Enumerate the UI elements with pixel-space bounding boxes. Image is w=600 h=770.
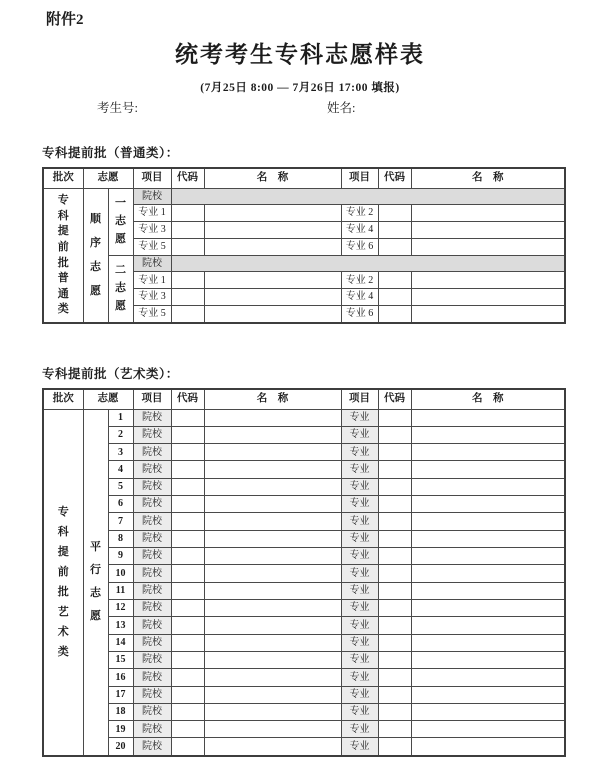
row-number-cell: 18: [108, 703, 133, 720]
code-entry-cell: [171, 565, 204, 582]
major-label-cell: 专业 3: [133, 289, 171, 306]
major-label-cell: 专业: [341, 686, 378, 703]
general-batch-table: [42, 167, 566, 324]
code-entry-cell: [171, 426, 204, 443]
parallel-volunteer-row: [43, 478, 565, 495]
code-entry-cell: [171, 272, 204, 289]
parallel-volunteer-row: [43, 444, 565, 461]
major-label-cell: 专业: [341, 444, 378, 461]
name-entry-cell: [204, 461, 341, 478]
major-label-cell: 专业: [341, 409, 378, 426]
name-entry-cell: [411, 721, 565, 738]
name-entry-cell: [411, 496, 565, 513]
college-label-cell: 院校: [133, 496, 171, 513]
code-entry-cell: [171, 599, 204, 616]
code-entry-cell: [378, 426, 411, 443]
name-entry-cell: [411, 478, 565, 495]
col-header-item-right: 项目: [341, 389, 378, 409]
college-label-cell: 院校: [133, 651, 171, 668]
name-label: 姓名:: [327, 101, 356, 115]
major-label-cell: 专业: [341, 461, 378, 478]
college-label-cell: 院校: [133, 634, 171, 651]
name-entry-cell: [204, 651, 341, 668]
parallel-volunteer-row: [43, 496, 565, 513]
second-choice-label-text: 二 志 愿: [115, 264, 126, 313]
major-label-cell: 专业: [341, 617, 378, 634]
code-entry-cell: [378, 409, 411, 426]
col-header-name-left: 名 称: [204, 168, 341, 188]
major-label-cell: 专业: [341, 426, 378, 443]
row-number-cell: 9: [108, 548, 133, 565]
college-label-cell: 院校: [133, 255, 171, 272]
name-entry-cell: [204, 738, 341, 756]
code-entry-cell: [171, 238, 204, 255]
parallel-volunteer-label-text: 平 行 志 愿: [90, 541, 101, 623]
major-label-cell: 专业: [341, 738, 378, 756]
row-number-cell: 8: [108, 530, 133, 547]
first-choice-label-text: 一 志 愿: [115, 197, 126, 246]
name-entry-cell: [204, 238, 341, 255]
name-entry-cell: [411, 651, 565, 668]
parallel-volunteer-row: [43, 738, 565, 756]
row-number-cell: 3: [108, 444, 133, 461]
name-entry-cell: [204, 205, 341, 222]
code-entry-cell: [378, 738, 411, 756]
code-entry-cell: [171, 444, 204, 461]
code-entry-cell: [378, 222, 411, 239]
col-header-batch: 批次: [43, 389, 83, 409]
code-entry-cell: [378, 205, 411, 222]
row-number-cell: 20: [108, 738, 133, 756]
code-entry-cell: [378, 513, 411, 530]
major-label-cell: 专业: [341, 513, 378, 530]
major-label-cell: 专业 1: [133, 272, 171, 289]
batch-label-vertical: [43, 188, 83, 323]
code-entry-cell: [171, 634, 204, 651]
name-entry-cell: [411, 289, 565, 306]
name-entry-cell: [411, 686, 565, 703]
parallel-volunteer-row: [43, 548, 565, 565]
code-entry-cell: [171, 703, 204, 720]
name-entry-cell: [411, 703, 565, 720]
name-entry-cell: [411, 272, 565, 289]
college-label-cell: 院校: [133, 686, 171, 703]
col-header-code-left: 代码: [171, 389, 204, 409]
name-entry-cell: [411, 565, 565, 582]
parallel-volunteer-row: [43, 461, 565, 478]
parallel-volunteer-row: [43, 582, 565, 599]
row-number-cell: 7: [108, 513, 133, 530]
major-label-cell: 专业 4: [341, 289, 378, 306]
code-entry-cell: [171, 669, 204, 686]
name-entry-cell: [204, 721, 341, 738]
name-entry-cell: [204, 409, 341, 426]
form-subtitle: (7月25日 8:00 — 7月26日 17:00 填报): [200, 82, 400, 94]
name-entry-cell: [204, 703, 341, 720]
code-entry-cell: [171, 738, 204, 756]
college-label-cell: 院校: [133, 721, 171, 738]
major-label-cell: 专业 4: [341, 222, 378, 239]
code-entry-cell: [378, 444, 411, 461]
order-volunteer-label: [83, 188, 108, 323]
batch-label-vertical-text: 专 科 提 前 批 艺 术 类: [57, 505, 69, 658]
college-entry-cell: [171, 188, 565, 205]
major-label-cell: 专业: [341, 478, 378, 495]
code-entry-cell: [171, 496, 204, 513]
code-entry-cell: [378, 272, 411, 289]
name-entry-cell: [411, 238, 565, 255]
major-label-cell: 专业: [341, 548, 378, 565]
code-entry-cell: [171, 513, 204, 530]
row-number-cell: 5: [108, 478, 133, 495]
name-entry-cell: [411, 409, 565, 426]
code-entry-cell: [171, 478, 204, 495]
table-header-row: [43, 168, 565, 188]
parallel-volunteer-row: [43, 721, 565, 738]
college-label-cell: 院校: [133, 461, 171, 478]
section-title-art: 专科提前批（艺术类）：: [42, 367, 179, 381]
row-number-cell: 11: [108, 582, 133, 599]
parallel-volunteer-row: [43, 409, 565, 426]
code-entry-cell: [378, 582, 411, 599]
name-entry-cell: [411, 634, 565, 651]
college-label-cell: 院校: [133, 513, 171, 530]
row-number-cell: 14: [108, 634, 133, 651]
code-entry-cell: [378, 669, 411, 686]
code-entry-cell: [378, 599, 411, 616]
candidate-no-label: 考生号:: [97, 101, 138, 115]
college-label-cell: 院校: [133, 530, 171, 547]
col-header-item-right: 项目: [341, 168, 378, 188]
code-entry-cell: [378, 238, 411, 255]
row-number-cell: 6: [108, 496, 133, 513]
major-label-cell: 专业: [341, 634, 378, 651]
code-entry-cell: [378, 651, 411, 668]
code-entry-cell: [378, 634, 411, 651]
row-number-cell: 2: [108, 426, 133, 443]
code-entry-cell: [171, 582, 204, 599]
name-entry-cell: [204, 444, 341, 461]
code-entry-cell: [171, 721, 204, 738]
parallel-volunteer-row: [43, 686, 565, 703]
name-entry-cell: [204, 496, 341, 513]
major-label-cell: 专业: [341, 721, 378, 738]
name-entry-cell: [204, 513, 341, 530]
code-entry-cell: [378, 461, 411, 478]
college-label-cell: 院校: [133, 426, 171, 443]
name-entry-cell: [411, 426, 565, 443]
row-number-cell: 17: [108, 686, 133, 703]
col-header-name-right: 名 称: [411, 168, 565, 188]
name-entry-cell: [411, 669, 565, 686]
major-label-cell: 专业: [341, 565, 378, 582]
major-label-cell: 专业: [341, 669, 378, 686]
parallel-volunteer-row: [43, 669, 565, 686]
major-label-cell: 专业 3: [133, 222, 171, 239]
code-entry-cell: [378, 703, 411, 720]
code-entry-cell: [171, 205, 204, 222]
name-entry-cell: [204, 478, 341, 495]
college-row: [43, 188, 565, 205]
code-entry-cell: [171, 617, 204, 634]
major-label-cell: 专业 1: [133, 205, 171, 222]
name-entry-cell: [204, 222, 341, 239]
parallel-volunteer-row: [43, 599, 565, 616]
college-label-cell: 院校: [133, 188, 171, 205]
row-number-cell: 10: [108, 565, 133, 582]
code-entry-cell: [171, 305, 204, 323]
col-header-code-left: 代码: [171, 168, 204, 188]
college-label-cell: 院校: [133, 409, 171, 426]
col-header-volunteer: 志愿: [83, 168, 133, 188]
code-entry-cell: [378, 478, 411, 495]
major-label-cell: 专业 2: [341, 205, 378, 222]
code-entry-cell: [378, 530, 411, 547]
college-label-cell: 院校: [133, 617, 171, 634]
name-entry-cell: [411, 444, 565, 461]
table-header-row: [43, 389, 565, 409]
college-label-cell: 院校: [133, 599, 171, 616]
code-entry-cell: [171, 409, 204, 426]
row-number-cell: 4: [108, 461, 133, 478]
form-title: 统考考生专科志愿样表: [175, 42, 425, 67]
college-label-cell: 院校: [133, 738, 171, 756]
code-entry-cell: [171, 289, 204, 306]
name-entry-cell: [411, 513, 565, 530]
name-entry-cell: [204, 634, 341, 651]
name-entry-cell: [411, 461, 565, 478]
major-label-cell: 专业: [341, 651, 378, 668]
code-entry-cell: [378, 721, 411, 738]
name-entry-cell: [204, 305, 341, 323]
row-number-cell: 19: [108, 721, 133, 738]
parallel-volunteer-row: [43, 617, 565, 634]
code-entry-cell: [171, 530, 204, 547]
code-entry-cell: [378, 686, 411, 703]
col-header-item-left: 项目: [133, 168, 171, 188]
major-label-cell: 专业: [341, 582, 378, 599]
name-entry-cell: [411, 530, 565, 547]
batch-label-vertical-text: 专 科 提 前 批 普 通 类: [57, 194, 69, 316]
college-label-cell: 院校: [133, 582, 171, 599]
section-title-general: 专科提前批（普通类）：: [42, 146, 179, 160]
art-batch-table: [42, 388, 566, 757]
first-choice-label: [108, 188, 133, 255]
col-header-batch: 批次: [43, 168, 83, 188]
col-header-volunteer: 志愿: [83, 389, 133, 409]
college-label-cell: 院校: [133, 669, 171, 686]
college-entry-cell: [171, 255, 565, 272]
name-entry-cell: [204, 565, 341, 582]
name-entry-cell: [411, 738, 565, 756]
college-row: [43, 255, 565, 272]
attachment-label: 附件2: [46, 12, 84, 28]
major-label-cell: 专业 2: [341, 272, 378, 289]
name-entry-cell: [204, 582, 341, 599]
row-number-cell: 1: [108, 409, 133, 426]
parallel-volunteer-label: [83, 409, 108, 756]
major-label-cell: 专业 6: [341, 305, 378, 323]
code-entry-cell: [171, 461, 204, 478]
code-entry-cell: [171, 548, 204, 565]
code-entry-cell: [171, 686, 204, 703]
order-volunteer-label-text: 顺 序 志 愿: [90, 212, 101, 297]
name-entry-cell: [204, 617, 341, 634]
name-entry-cell: [204, 686, 341, 703]
name-entry-cell: [204, 669, 341, 686]
code-entry-cell: [378, 289, 411, 306]
col-header-code-right: 代码: [378, 389, 411, 409]
name-entry-cell: [204, 289, 341, 306]
major-label-cell: 专业 6: [341, 238, 378, 255]
col-header-name-left: 名 称: [204, 389, 341, 409]
college-label-cell: 院校: [133, 444, 171, 461]
college-label-cell: 院校: [133, 565, 171, 582]
college-label-cell: 院校: [133, 548, 171, 565]
code-entry-cell: [378, 617, 411, 634]
name-entry-cell: [204, 530, 341, 547]
college-label-cell: 院校: [133, 703, 171, 720]
parallel-volunteer-row: [43, 651, 565, 668]
second-choice-label: [108, 255, 133, 323]
name-entry-cell: [204, 272, 341, 289]
name-entry-cell: [204, 548, 341, 565]
name-entry-cell: [411, 305, 565, 323]
row-number-cell: 12: [108, 599, 133, 616]
name-entry-cell: [204, 599, 341, 616]
code-entry-cell: [378, 548, 411, 565]
code-entry-cell: [171, 222, 204, 239]
major-label-cell: 专业 5: [133, 238, 171, 255]
col-header-code-right: 代码: [378, 168, 411, 188]
name-entry-cell: [411, 582, 565, 599]
major-label-cell: 专业: [341, 703, 378, 720]
major-label-cell: 专业: [341, 530, 378, 547]
parallel-volunteer-row: [43, 426, 565, 443]
major-label-cell: 专业 5: [133, 305, 171, 323]
name-entry-cell: [411, 222, 565, 239]
major-label-cell: 专业: [341, 599, 378, 616]
name-entry-cell: [411, 548, 565, 565]
row-number-cell: 13: [108, 617, 133, 634]
col-header-name-right: 名 称: [411, 389, 565, 409]
code-entry-cell: [171, 651, 204, 668]
batch-label-vertical: [43, 409, 83, 756]
row-number-cell: 16: [108, 669, 133, 686]
name-entry-cell: [411, 617, 565, 634]
col-header-item-left: 项目: [133, 389, 171, 409]
name-entry-cell: [411, 599, 565, 616]
major-label-cell: 专业: [341, 496, 378, 513]
code-entry-cell: [378, 565, 411, 582]
name-entry-cell: [411, 205, 565, 222]
code-entry-cell: [378, 496, 411, 513]
name-entry-cell: [204, 426, 341, 443]
parallel-volunteer-row: [43, 634, 565, 651]
college-label-cell: 院校: [133, 478, 171, 495]
parallel-volunteer-row: [43, 703, 565, 720]
parallel-volunteer-row: [43, 530, 565, 547]
code-entry-cell: [378, 305, 411, 323]
row-number-cell: 15: [108, 651, 133, 668]
parallel-volunteer-row: [43, 513, 565, 530]
parallel-volunteer-row: [43, 565, 565, 582]
